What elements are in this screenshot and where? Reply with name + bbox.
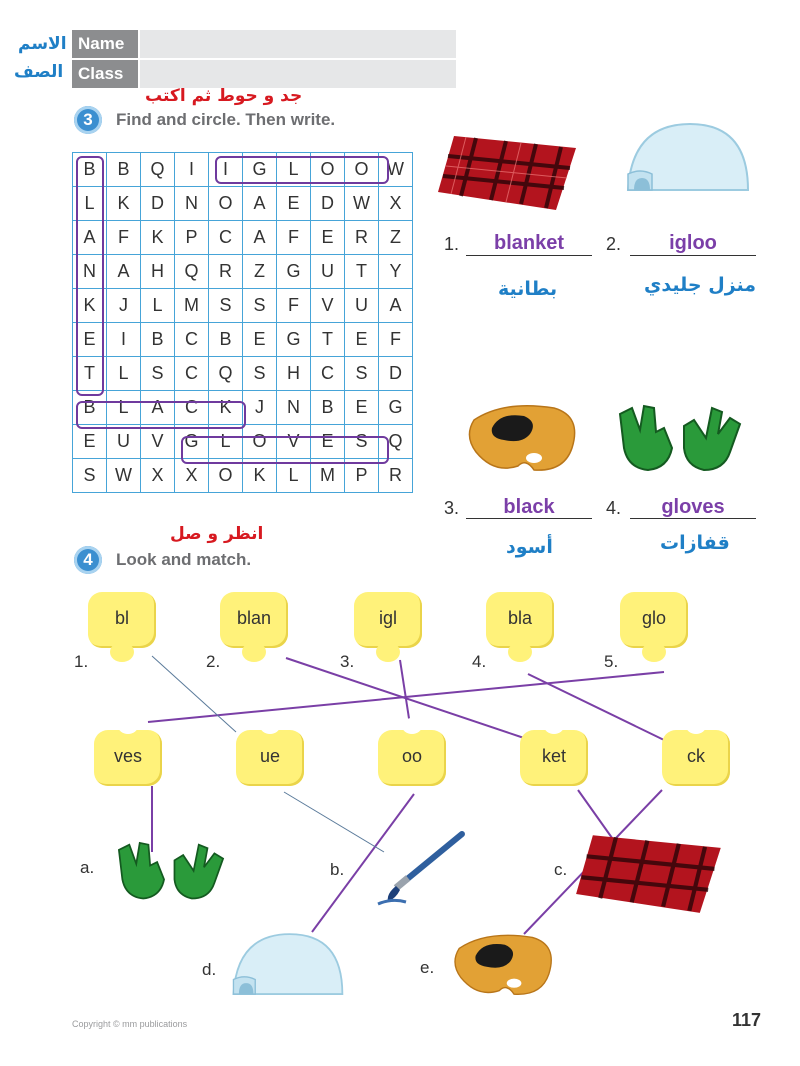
grid-cell[interactable]: X — [175, 459, 209, 493]
grid-cell[interactable]: H — [141, 255, 175, 289]
grid-cell[interactable]: E — [243, 323, 277, 357]
puzzle-text: glo — [641, 608, 667, 628]
section3-number: 3 — [74, 106, 102, 134]
picture-letter-a: a. — [80, 858, 95, 877]
puzzle-piece-oo[interactable] — [378, 730, 446, 786]
top-piece-number-1: 1. — [74, 652, 89, 671]
grid-cell[interactable]: L — [107, 357, 141, 391]
grid-cell[interactable]: S — [141, 357, 175, 391]
grid-cell[interactable]: A — [107, 255, 141, 289]
puzzle-tab — [110, 642, 134, 662]
grid-cell[interactable]: A — [243, 221, 277, 255]
grid-cell[interactable]: Z — [379, 221, 413, 255]
answer-3[interactable]: black — [503, 496, 555, 518]
grid-cell[interactable]: M — [311, 459, 345, 493]
grid-cell[interactable]: O — [311, 153, 345, 187]
grid-cell[interactable]: N — [73, 255, 107, 289]
grid-cell[interactable]: S — [243, 289, 277, 323]
item-number-2: 2. — [606, 234, 622, 254]
grid-cell[interactable]: V — [277, 425, 311, 459]
grid-cell[interactable]: R — [345, 221, 379, 255]
grid-cell[interactable]: U — [311, 255, 345, 289]
grid-cell[interactable]: J — [243, 391, 277, 425]
grid-cell[interactable]: B — [107, 153, 141, 187]
grid-cell[interactable]: P — [345, 459, 379, 493]
grid-cell[interactable]: O — [209, 459, 243, 493]
grid-cell[interactable]: I — [175, 153, 209, 187]
grid-cell[interactable]: D — [141, 187, 175, 221]
grid-cell[interactable]: E — [73, 425, 107, 459]
grid-cell[interactable]: B — [73, 153, 107, 187]
grid-cell[interactable]: Q — [141, 153, 175, 187]
puzzle-notch — [260, 718, 280, 734]
section4-number: 4 — [74, 546, 102, 574]
grid-cell[interactable]: K — [107, 187, 141, 221]
grid-cell[interactable]: F — [277, 289, 311, 323]
section3-title: Find and circle. Then write. — [116, 110, 336, 129]
grid-cell[interactable]: E — [311, 425, 345, 459]
grid-cell[interactable]: E — [345, 323, 379, 357]
answer-2[interactable]: igloo — [669, 232, 717, 254]
grid-cell[interactable]: T — [311, 323, 345, 357]
picture-letter-d: d. — [202, 960, 217, 979]
grid-cell[interactable]: X — [379, 187, 413, 221]
grid-cell[interactable]: A — [141, 391, 175, 425]
grid-cell[interactable]: K — [209, 391, 243, 425]
igloo-picture-d — [228, 924, 346, 1006]
arabic-word-4: قفازات — [660, 532, 730, 554]
top-piece-number-5: 5. — [604, 652, 619, 671]
grid-cell[interactable]: A — [379, 289, 413, 323]
grid-cell[interactable]: E — [277, 187, 311, 221]
grid-cell[interactable]: L — [277, 153, 311, 187]
puzzle-notch — [544, 718, 564, 734]
grid-cell[interactable]: C — [209, 221, 243, 255]
puzzle-piece-ck[interactable] — [662, 730, 730, 786]
grid-cell[interactable]: Y — [379, 255, 413, 289]
grid-cell[interactable]: R — [379, 459, 413, 493]
picture-letter-c: c. — [554, 860, 568, 879]
puzzle-text: bla — [507, 608, 533, 628]
grid-cell[interactable]: A — [243, 187, 277, 221]
grid-cell[interactable]: Q — [209, 357, 243, 391]
grid-cell[interactable]: G — [277, 255, 311, 289]
grid-cell[interactable]: P — [175, 221, 209, 255]
grid-cell[interactable]: L — [141, 289, 175, 323]
puzzle-tab — [508, 642, 532, 662]
answer-4[interactable]: gloves — [661, 496, 725, 518]
grid-cell[interactable]: B — [73, 391, 107, 425]
puzzle-tab — [642, 642, 666, 662]
grid-cell[interactable]: D — [311, 187, 345, 221]
grid-cell[interactable]: F — [107, 221, 141, 255]
grid-cell[interactable]: O — [345, 153, 379, 187]
grid-cell[interactable]: Q — [379, 425, 413, 459]
puzzle-piece-blan[interactable] — [220, 592, 288, 648]
grid-cell[interactable]: V — [141, 425, 175, 459]
grid-cell[interactable]: V — [311, 289, 345, 323]
class-label: Class — [72, 60, 138, 88]
grid-cell[interactable]: E — [311, 221, 345, 255]
grid-cell[interactable]: T — [73, 357, 107, 391]
name-label: Name — [72, 30, 138, 58]
picture-letter-b: b. — [330, 860, 345, 879]
item-number-1: 1. — [444, 234, 460, 254]
section3-title-arabic: جد و حوط ثم اكتب — [145, 86, 303, 106]
puzzle-piece-glo[interactable] — [620, 592, 688, 648]
grid-cell[interactable]: A — [73, 221, 107, 255]
puzzle-piece-ves[interactable] — [94, 730, 162, 786]
grid-cell[interactable]: M — [175, 289, 209, 323]
section4-title: Look and match. — [116, 550, 252, 569]
grid-cell[interactable]: X — [141, 459, 175, 493]
grid-cell[interactable]: G — [175, 425, 209, 459]
puzzle-notch — [118, 718, 138, 734]
puzzle-piece-ue[interactable] — [236, 730, 304, 786]
palette-picture-e — [450, 930, 558, 998]
top-piece-number-4: 4. — [472, 652, 487, 671]
top-piece-number-2: 2. — [206, 652, 221, 671]
puzzle-tab — [376, 642, 400, 662]
puzzle-piece-bl[interactable] — [88, 592, 156, 648]
grid-cell[interactable]: S — [209, 289, 243, 323]
paintbrush-picture-b — [372, 828, 468, 908]
grid-cell[interactable]: N — [277, 391, 311, 425]
answer-1[interactable]: blanket — [493, 232, 565, 254]
grid-cell[interactable]: I — [107, 323, 141, 357]
item-number-4: 4. — [606, 498, 622, 518]
grid-cell[interactable]: B — [141, 323, 175, 357]
item-number-3: 3. — [444, 498, 460, 518]
grid-cell[interactable]: L — [209, 425, 243, 459]
grid-cell[interactable]: C — [175, 357, 209, 391]
puzzle-text: ket — [541, 746, 566, 766]
grid-cell[interactable]: L — [107, 391, 141, 425]
grid-cell[interactable]: E — [345, 391, 379, 425]
grid-cell[interactable]: W — [107, 459, 141, 493]
grid-cell[interactable]: S — [243, 357, 277, 391]
puzzle-text: blan — [236, 608, 272, 628]
name-label-arabic: الاسم — [18, 34, 67, 54]
grid-cell[interactable]: F — [379, 323, 413, 357]
grid-cell[interactable]: K — [243, 459, 277, 493]
grid-cell[interactable]: T — [345, 255, 379, 289]
copyright-text: Copyright © mm publications — [72, 1019, 188, 1029]
grid-cell[interactable]: R — [209, 255, 243, 289]
grid-cell[interactable]: I — [209, 153, 243, 187]
grid-cell[interactable]: K — [141, 221, 175, 255]
grid-cell[interactable]: D — [379, 357, 413, 391]
blanket-picture-c — [574, 824, 726, 920]
grid-cell[interactable]: U — [345, 289, 379, 323]
grid-cell[interactable]: F — [277, 221, 311, 255]
grid-cell[interactable]: C — [175, 391, 209, 425]
grid-cell[interactable]: B — [209, 323, 243, 357]
grid-cell[interactable]: L — [73, 187, 107, 221]
arabic-word-2: منزل جليدي — [644, 274, 757, 296]
puzzle-tab — [242, 642, 266, 662]
grid-cell[interactable]: S — [73, 459, 107, 493]
puzzle-piece-igl[interactable] — [354, 592, 422, 648]
grid-cell[interactable]: N — [175, 187, 209, 221]
grid-cell[interactable]: B — [311, 391, 345, 425]
grid-cell[interactable]: J — [107, 289, 141, 323]
puzzle-text: bl — [114, 608, 129, 628]
puzzle-piece-bla[interactable] — [486, 592, 554, 648]
grid-cell[interactable]: G — [277, 323, 311, 357]
puzzle-notch — [686, 718, 706, 734]
grid-cell[interactable]: W — [345, 187, 379, 221]
puzzle-text: oo — [401, 746, 423, 766]
class-label-arabic: الصف — [14, 62, 64, 82]
puzzle-text: ck — [687, 746, 705, 766]
gloves-picture-a — [112, 836, 230, 902]
puzzle-text: ue — [259, 746, 281, 766]
grid-cell[interactable]: Z — [243, 255, 277, 289]
grid-cell[interactable]: G — [243, 153, 277, 187]
picture-letter-e: e. — [420, 958, 435, 977]
puzzle-notch — [402, 718, 422, 734]
grid-cell[interactable]: S — [345, 357, 379, 391]
puzzle-text: ves — [113, 746, 142, 766]
grid-cell[interactable]: C — [175, 323, 209, 357]
grid-cell[interactable]: O — [243, 425, 277, 459]
page-number: 117 — [732, 1010, 762, 1030]
puzzle-text: igl — [378, 608, 397, 628]
grid-cell[interactable]: K — [73, 289, 107, 323]
grid-cell[interactable]: W — [379, 153, 413, 187]
grid-cell[interactable]: C — [311, 357, 345, 391]
section4-title-arabic: انظر و صل — [170, 524, 264, 544]
arabic-word-3: أسود — [506, 536, 553, 558]
grid-cell[interactable]: U — [107, 425, 141, 459]
top-piece-number-3: 3. — [340, 652, 355, 671]
grid-cell[interactable]: G — [379, 391, 413, 425]
grid-cell[interactable]: E — [73, 323, 107, 357]
arabic-word-1: بطانية — [498, 278, 558, 300]
puzzle-piece-ket[interactable] — [520, 730, 588, 786]
grid-cell[interactable]: O — [209, 187, 243, 221]
grid-cell[interactable]: S — [345, 425, 379, 459]
grid-cell[interactable]: H — [277, 357, 311, 391]
grid-cell[interactable]: Q — [175, 255, 209, 289]
grid-cell[interactable]: L — [277, 459, 311, 493]
